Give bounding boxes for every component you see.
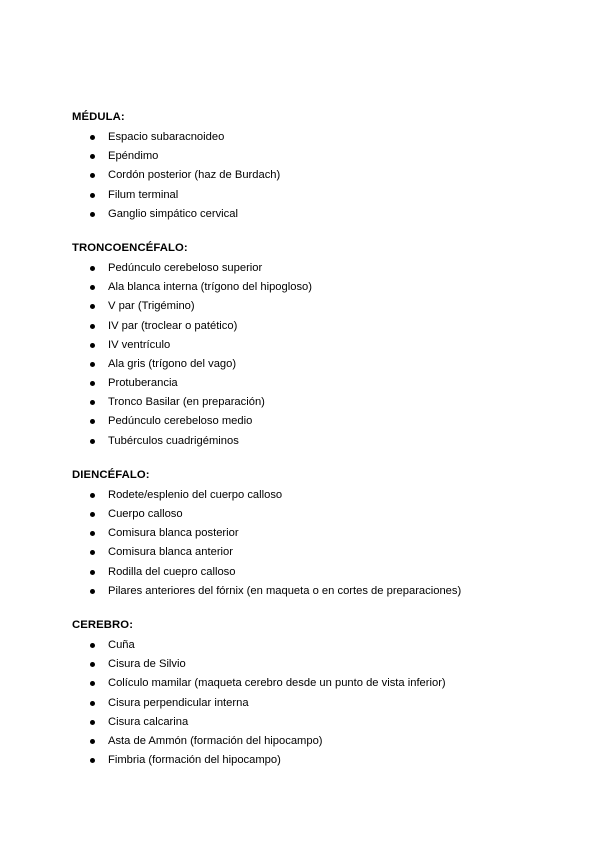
bullet-icon	[90, 439, 95, 444]
list-item	[72, 336, 572, 355]
bullet-icon	[90, 550, 95, 555]
list-item	[72, 751, 572, 770]
list-item	[72, 297, 572, 316]
bullet-icon	[90, 343, 95, 348]
bullet-icon	[90, 135, 95, 140]
bullet-icon	[90, 681, 95, 686]
section-title: MÉDULA:	[72, 111, 125, 123]
list-item	[72, 582, 572, 601]
bullet-icon	[90, 173, 95, 178]
list-item-text: Rodete/esplenio del cuerpo calloso	[108, 488, 283, 501]
list-item	[72, 147, 572, 166]
list-item-text: Cuña	[108, 638, 135, 651]
list-item	[72, 205, 572, 224]
list-item-text: Cisura perpendicular interna	[108, 696, 249, 709]
list-item-text: Pedúnculo cerebeloso superior	[108, 261, 263, 274]
list-item-text: Cisura calcarina	[108, 715, 189, 728]
bullet-icon	[90, 531, 95, 536]
bullet-icon	[90, 381, 95, 386]
list-item-text: Cuerpo calloso	[108, 508, 183, 520]
section-cerebro	[72, 617, 572, 770]
bullet-list	[72, 259, 572, 451]
list-item	[72, 524, 572, 543]
list-item	[72, 655, 572, 674]
list-item-text: Ala blanca interna (trígono del hipogloso)	[108, 281, 312, 294]
list-item-text: Cisura de Silvio	[108, 658, 186, 671]
list-item-text: Colículo mamilar (maqueta cerebro desde un punto de vista inferior)	[108, 677, 446, 690]
section-title: DIENCÉFALO:	[72, 468, 150, 481]
section-troncoencefalo	[72, 240, 572, 451]
list-item-text: Fimbria (formación del hipocampo)	[108, 754, 281, 767]
list-item	[72, 355, 572, 374]
list-item	[72, 278, 572, 297]
bullet-icon	[90, 493, 95, 498]
bullet-icon	[90, 570, 95, 575]
list-item	[72, 393, 572, 412]
list-item-text: Tubérculos cuadrigéminos	[108, 434, 239, 447]
list-item	[72, 636, 572, 655]
list-item	[72, 374, 572, 393]
list-item-text: IV ventrículo	[108, 338, 171, 351]
bullet-icon	[90, 324, 95, 329]
bullet-icon	[90, 266, 95, 271]
bullet-icon	[90, 758, 95, 763]
list-item-text: Pedúnculo cerebeloso medio	[108, 415, 253, 428]
list-item	[72, 505, 572, 524]
bullet-icon	[90, 589, 95, 594]
bullet-icon	[90, 304, 95, 309]
list-item-text: Rodilla del cuepro calloso	[108, 565, 236, 578]
list-item-text: Tronco Basilar (en preparación)	[108, 396, 265, 409]
list-item-text: IV par (troclear o patético)	[108, 319, 238, 332]
bullet-icon	[90, 512, 95, 517]
list-item-text: V par (Trigémino)	[108, 300, 195, 313]
list-item-text: Ala gris (trígono del vago)	[108, 357, 237, 370]
list-item	[72, 259, 572, 278]
list-item	[72, 732, 572, 751]
section-list	[72, 109, 572, 786]
bullet-icon	[90, 701, 95, 706]
list-item	[72, 166, 572, 185]
list-item-text: Espacio subaracnoideo	[108, 131, 225, 143]
bullet-icon	[90, 400, 95, 405]
list-item-text: Filum terminal	[108, 188, 179, 201]
bullet-icon	[90, 419, 95, 424]
bullet-list	[72, 486, 572, 601]
list-item	[72, 694, 572, 713]
list-item	[72, 713, 572, 732]
bullet-icon	[90, 212, 95, 217]
list-item	[72, 128, 572, 147]
bullet-icon	[90, 662, 95, 667]
list-item	[72, 674, 572, 693]
bullet-icon	[90, 362, 95, 367]
section-medula	[72, 109, 572, 224]
list-item	[72, 543, 572, 562]
bullet-icon	[90, 285, 95, 290]
list-item-text: Pilares anteriores del fórnix (en maqueta o en cortes de preparaciones)	[108, 584, 462, 597]
list-item-text: Epéndimo	[108, 150, 159, 163]
list-item	[72, 432, 572, 451]
list-item	[72, 486, 572, 505]
bullet-icon	[90, 193, 95, 198]
list-item	[72, 186, 572, 205]
list-item-text: Cordón posterior (haz de Burdach)	[108, 169, 281, 182]
section-diencefalo	[72, 467, 572, 601]
bullet-list	[72, 128, 572, 224]
section-title: TRONCOENCÉFALO:	[72, 241, 188, 254]
list-item-text: Protuberancia	[108, 377, 178, 390]
bullet-list	[72, 636, 572, 770]
list-item-text: Asta de Ammón (formación del hipocampo)	[108, 734, 323, 747]
bullet-icon	[90, 643, 95, 648]
list-item	[72, 563, 572, 582]
list-item-text: Comisura blanca anterior	[108, 546, 233, 559]
list-item	[72, 317, 572, 336]
bullet-icon	[90, 154, 95, 159]
list-item-text: Ganglio simpático cervical	[108, 207, 238, 220]
bullet-icon	[90, 739, 95, 744]
section-title: CEREBRO:	[72, 618, 134, 631]
list-item-text: Comisura blanca posterior	[108, 527, 239, 540]
list-item	[72, 412, 572, 431]
bullet-icon	[90, 720, 95, 725]
